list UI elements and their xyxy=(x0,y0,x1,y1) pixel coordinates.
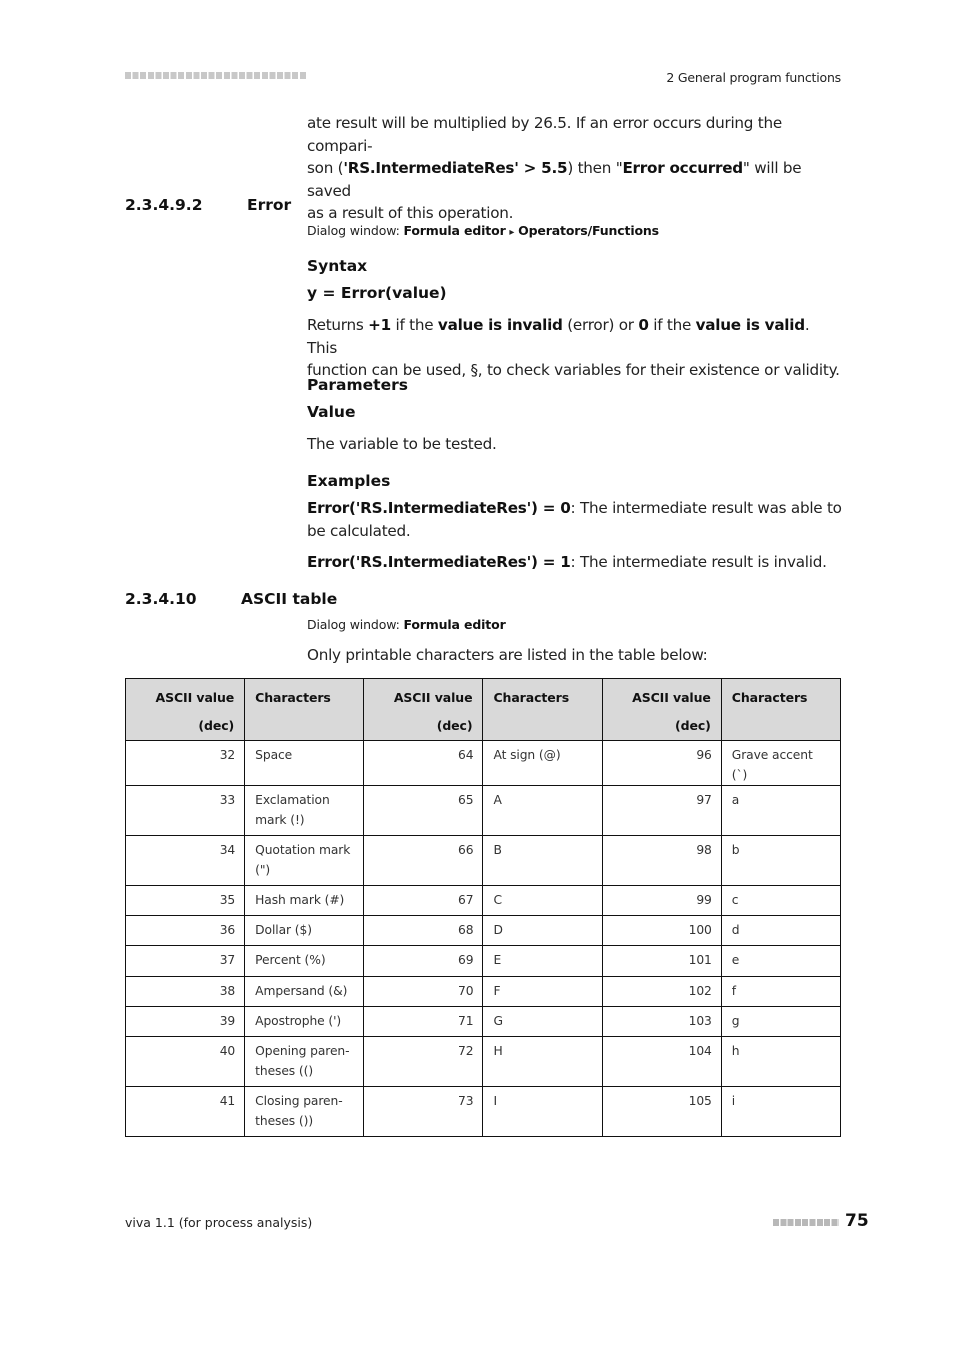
table-cell: 64 xyxy=(364,741,483,786)
footer-dots-decoration xyxy=(773,1219,839,1226)
table-cell: 70 xyxy=(364,977,483,1007)
table-cell: 66 xyxy=(364,836,483,886)
table-cell: 98 xyxy=(602,836,721,886)
table-cell: G xyxy=(483,1007,602,1037)
section-number-ascii: 2.3.4.10 xyxy=(125,590,197,608)
table-cell: 36 xyxy=(126,916,245,946)
table-cell: 35 xyxy=(126,886,245,916)
table-cell: e xyxy=(721,946,840,977)
table-cell: c xyxy=(721,886,840,916)
header-characters: Characters xyxy=(245,679,364,741)
intro-line-3: as a result of this operation. xyxy=(307,204,514,223)
ascii-table xyxy=(125,678,841,1137)
table-cell: 101 xyxy=(602,946,721,977)
section-title-ascii: ASCII table xyxy=(241,590,338,608)
table-cell: 65 xyxy=(364,786,483,836)
table-cell: 69 xyxy=(364,946,483,977)
table-cell: Apostrophe (') xyxy=(245,1007,364,1037)
table-cell: Exclamation mark (!) xyxy=(245,786,364,836)
table-cell: 99 xyxy=(602,886,721,916)
table-cell: Quotation mark (") xyxy=(245,836,364,886)
table-cell: h xyxy=(721,1037,840,1087)
table-cell: At sign (@) xyxy=(483,741,602,786)
table-cell: Space xyxy=(245,741,364,786)
table-cell: Percent (%) xyxy=(245,946,364,977)
section-title-error: Error xyxy=(247,196,292,214)
intro-line-1: ate result will be multiplied by 26.5. If an error occurs during the compari- xyxy=(307,114,782,155)
examples-heading: Examples xyxy=(307,472,391,490)
intro-line-2: son ('RS.IntermediateRes' > 5.5) then "Error occurred" will be saved xyxy=(307,159,802,200)
parameters-heading: Parameters xyxy=(307,376,408,394)
error-description: Returns +1 if the value is invalid (error) or 0 if the value is valid. This function can be used, §, to check variables for their existence or validity. xyxy=(307,316,840,380)
table-row xyxy=(126,1007,841,1037)
table-cell: Opening paren-theses (() xyxy=(245,1037,364,1087)
table-cell: 41 xyxy=(126,1087,245,1137)
table-cell: Ampersand (&) xyxy=(245,977,364,1007)
example-1: Error('RS.IntermediateRes') = 0: The intermediate result was able to be calculated. xyxy=(307,499,842,540)
intro-paragraph xyxy=(307,112,842,225)
parameter-description: The variable to be tested. xyxy=(307,435,497,453)
table-cell: 38 xyxy=(126,977,245,1007)
table-cell: 71 xyxy=(364,1007,483,1037)
header-characters: Characters xyxy=(721,679,840,741)
table-row xyxy=(126,977,841,1007)
table-cell: 67 xyxy=(364,886,483,916)
table-cell: 39 xyxy=(126,1007,245,1037)
table-cell: 102 xyxy=(602,977,721,1007)
header-ascii-value: ASCII value (dec) xyxy=(126,679,245,741)
table-cell: E xyxy=(483,946,602,977)
breadcrumb-arrow-icon: ▸ xyxy=(509,227,515,238)
table-cell: 96 xyxy=(602,741,721,786)
table-cell: 32 xyxy=(126,741,245,786)
table-cell: B xyxy=(483,836,602,886)
page-number: 75 xyxy=(845,1211,869,1231)
table-cell: g xyxy=(721,1007,840,1037)
header-dots-decoration xyxy=(125,72,307,79)
table-cell: Dollar ($) xyxy=(245,916,364,946)
table-row xyxy=(126,836,841,886)
table-row xyxy=(126,1087,841,1137)
table-cell: 100 xyxy=(602,916,721,946)
syntax-heading: Syntax xyxy=(307,257,368,275)
table-cell: 103 xyxy=(602,1007,721,1037)
table-cell: 68 xyxy=(364,916,483,946)
table-cell: F xyxy=(483,977,602,1007)
table-cell: f xyxy=(721,977,840,1007)
table-cell: b xyxy=(721,836,840,886)
table-row xyxy=(126,886,841,916)
table-cell: 105 xyxy=(602,1087,721,1137)
parameter-name-value: Value xyxy=(307,403,356,421)
table-row xyxy=(126,741,841,786)
table-row xyxy=(126,1037,841,1087)
table-cell: A xyxy=(483,786,602,836)
table-cell: 33 xyxy=(126,786,245,836)
table-row xyxy=(126,786,841,836)
header-characters: Characters xyxy=(483,679,602,741)
table-cell: 72 xyxy=(364,1037,483,1087)
dialog-window-path-ascii: Dialog window: Formula editor xyxy=(307,617,506,632)
table-cell: D xyxy=(483,916,602,946)
table-row xyxy=(126,916,841,946)
header-ascii-value: ASCII value (dec) xyxy=(602,679,721,741)
table-cell: a xyxy=(721,786,840,836)
table-cell: I xyxy=(483,1087,602,1137)
table-cell: i xyxy=(721,1087,840,1137)
ascii-table-intro: Only printable characters are listed in the table below: xyxy=(307,646,708,664)
table-cell: Grave accent (`) xyxy=(721,741,840,786)
footer-product-name: viva 1.1 (for process analysis) xyxy=(125,1215,313,1230)
table-row xyxy=(126,946,841,977)
table-cell: Closing paren-theses ()) xyxy=(245,1087,364,1137)
table-cell: 34 xyxy=(126,836,245,886)
ascii-table-header-row xyxy=(126,679,841,741)
table-cell: 37 xyxy=(126,946,245,977)
running-header-chapter: 2 General program functions xyxy=(666,70,841,85)
table-cell: Hash mark (#) xyxy=(245,886,364,916)
table-cell: 104 xyxy=(602,1037,721,1087)
syntax-formula: y = Error(value) xyxy=(307,284,447,302)
table-cell: 73 xyxy=(364,1087,483,1137)
header-ascii-value: ASCII value (dec) xyxy=(364,679,483,741)
dialog-window-path-error: Dialog window: Formula editor ▸ Operators/Functions xyxy=(307,223,659,238)
section-number-error: 2.3.4.9.2 xyxy=(125,196,203,214)
table-cell: H xyxy=(483,1037,602,1087)
table-cell: 97 xyxy=(602,786,721,836)
table-cell: 40 xyxy=(126,1037,245,1087)
table-cell: C xyxy=(483,886,602,916)
example-2: Error('RS.IntermediateRes') = 1: The intermediate result is invalid. xyxy=(307,553,827,571)
table-cell: d xyxy=(721,916,840,946)
